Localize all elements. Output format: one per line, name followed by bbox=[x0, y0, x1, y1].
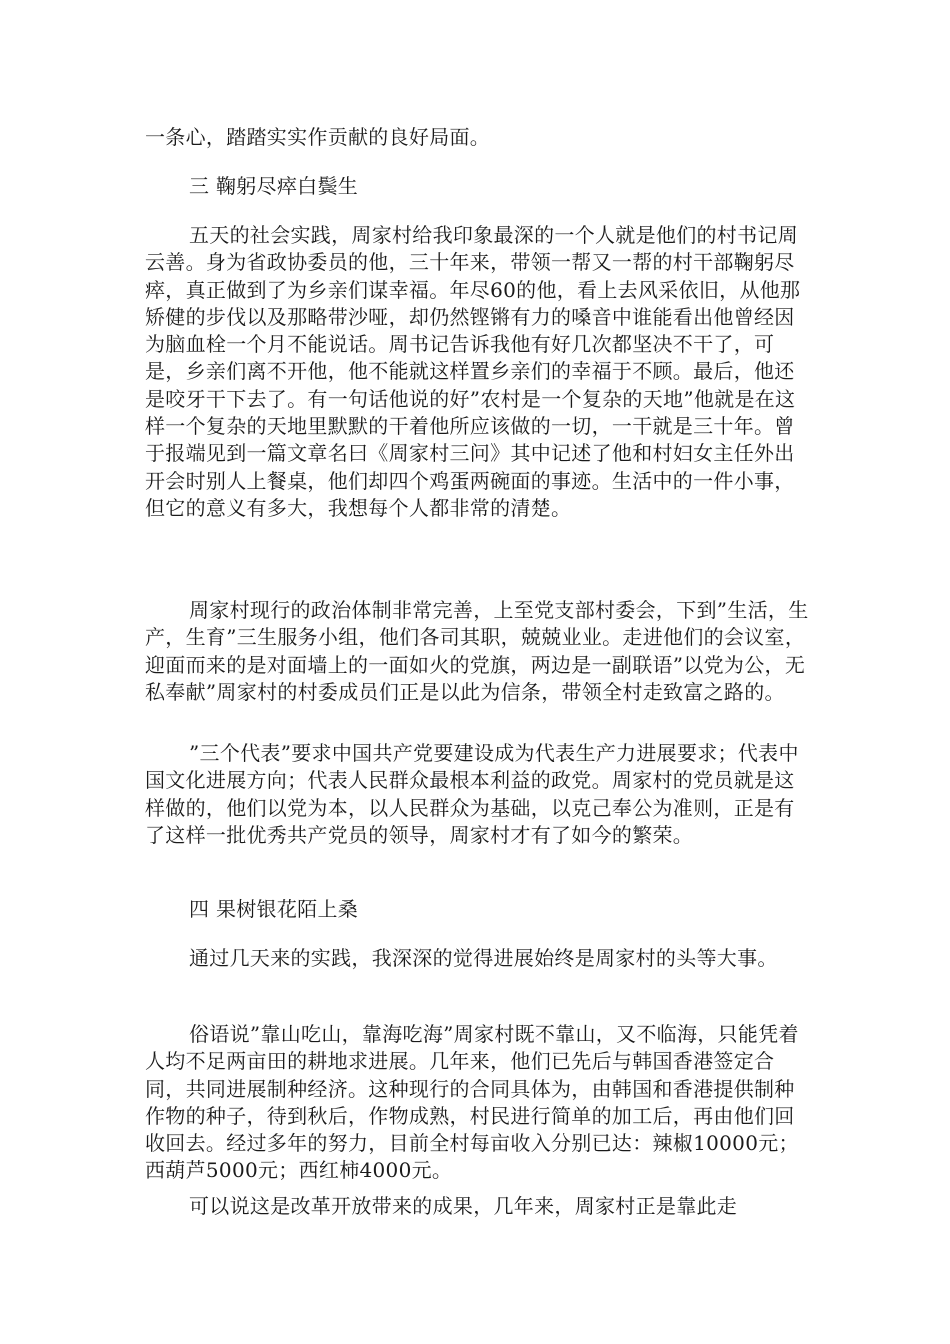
section-heading-3: 三 鞠躬尽瘁白鬓生 bbox=[189, 174, 359, 198]
paragraph-political-system: 周家村现行的政治体制非常完善，上至党支部村委会，下到”生活，生产，生育”三生服务小组，他们各司其职，兢兢业业。走进他们的会议室，迎面而来的是对面墙上的一面如火的党旗，两边是一副联语”以党为公，无私奉献”周家村的村委成员们正是以此为信条，带领全村走致富之路的。 bbox=[145, 598, 809, 704]
paragraph-three-represents: ”三个代表”要求中国共产党要建设成为代表生产力进展要求；代表中国文化进展方向；代表人民群众最根本利益的政党。周家村的党员就是这样做的，他们以党为本，以人民群众为基础，以克己奉公为准则，正是有了这样一批优秀共产党员的领导，周家村才有了如今的繁荣。 bbox=[145, 741, 799, 847]
paragraph-reform-results: 可以说这是改革开放带来的成果，几年来，周家村正是靠此走 bbox=[189, 1194, 738, 1218]
section-heading-4: 四 果树银花陌上桑 bbox=[189, 897, 359, 921]
paragraph-seed-economy: 俗语说”靠山吃山，靠海吃海”周家村既不靠山，又不临海，只能凭着人均不足两亩田的耕地求进展。几年来，他们已先后与韩国香港签定合同，共同进展制种经济。这种现行的合同具体为，由韩国和香港提供制种作物的种子，待到秋后，作物成熟，村民进行简单的加工后，再由他们回收回去。经过多年的努力，目前全村每亩收入分别已达：辣椒10000元；西葫芦5000元；西红柿4000元。 bbox=[145, 1022, 799, 1183]
paragraph-continuation: 一条心，踏踏实实作贡献的良好局面。 bbox=[145, 125, 491, 149]
paragraph-development: 通过几天来的实践，我深深的觉得进展始终是周家村的头等大事。 bbox=[189, 946, 778, 970]
paragraph-village-secretary: 五天的社会实践，周家村给我印象最深的一个人就是他们的村书记周云善。身为省政协委员的他，三十年来，带领一帮又一帮的村干部鞠躬尽瘁，真正做到了为乡亲们谋幸福。年尽60的他，看上去风采依旧，从他那矫健的步伐以及那略带沙哑，却仍然铿锵有力的嗓音中谁能看出他曾经因为脑血栓一个月不能说话。周书记告诉我他有好几次都坚决不干了，可是，乡亲们离不开他，他不能就这样置乡亲们的幸福于不顾。最后，他还是咬牙干下去了。有一句话他说的好”农村是一个复杂的天地”他就是在这样一个复杂的天地里默默的干着他所应该做的一切，一干就是三十年。曾于报端见到一篇文章名曰《周家村三问》其中记述了他和村妇女主任外出开会时别人上餐桌，他们却四个鸡蛋两碗面的事迹。生活中的一件小事，但它的意义有多大，我想每个人都非常的清楚。 bbox=[145, 223, 801, 520]
